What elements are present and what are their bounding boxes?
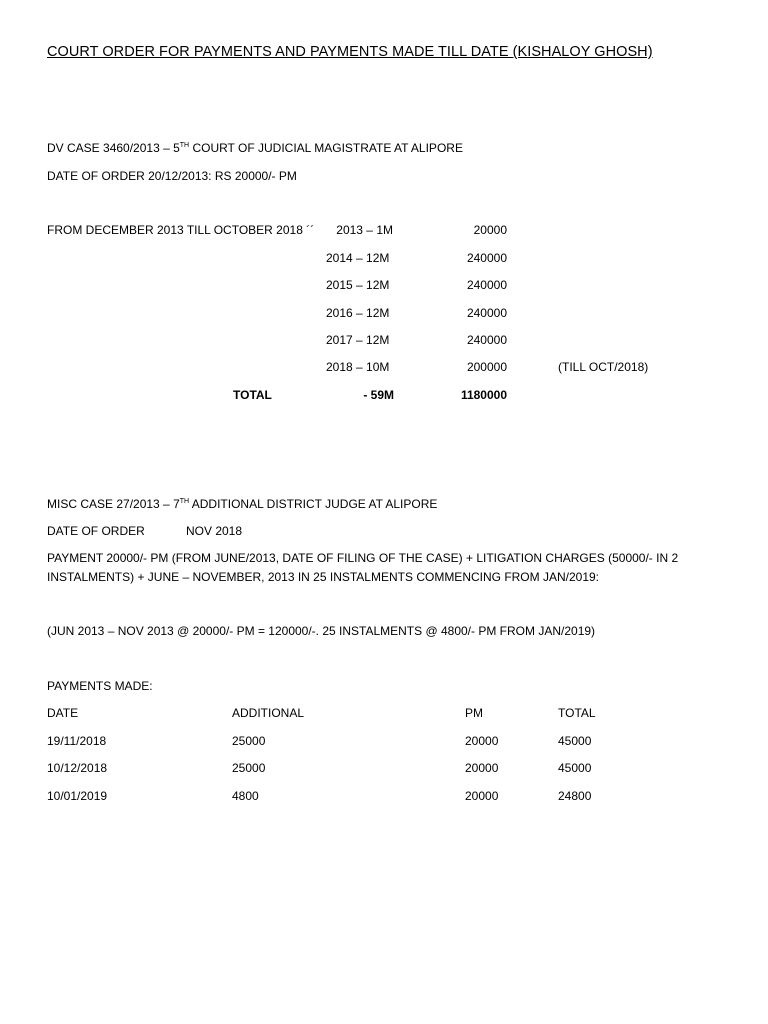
payments-col-additional: ADDITIONAL (232, 706, 305, 720)
payments-heading: PAYMENTS MADE: (47, 679, 153, 693)
misc-calculation: (JUN 2013 – NOV 2013 @ 20000/- PM = 120000/-. 25 INSTALMENTS @ 4800/- PM FROM JAN/2019) (47, 624, 596, 638)
payments-col-date: DATE (47, 706, 79, 720)
dv-row-period: 2016 – 12M (326, 306, 390, 320)
payment-total: 45000 (558, 761, 592, 775)
dv-row-amount: 20000 (473, 223, 507, 237)
dv-row-amount: 240000 (466, 278, 507, 292)
dv-row-period: 2015 – 12M (326, 278, 390, 292)
dv-case-heading: DV CASE 3460/2013 – 5TH COURT OF JUDICIAL MAGISTRATE AT ALIPORE (47, 141, 463, 155)
payment-pm: 20000 (465, 761, 499, 775)
dv-row-note: (TILL OCT/2018) (558, 360, 649, 374)
dv-row-period: 2017 – 12M (326, 333, 390, 347)
payment-additional: 25000 (232, 734, 266, 748)
payment-pm: 20000 (465, 734, 499, 748)
dv-row-period: 2014 – 12M (326, 251, 390, 265)
dv-row-period: 2018 – 10M (326, 360, 390, 374)
payment-additional: 25000 (232, 761, 266, 775)
payment-date: 10/12/2018 (47, 761, 108, 775)
document-title: COURT ORDER FOR PAYMENTS AND PAYMENTS MADE TILL DATE (KISHALOY GHOSH) (47, 44, 653, 60)
payment-total: 24800 (558, 789, 592, 803)
dv-row-amount: 240000 (466, 251, 507, 265)
payment-date: 19/11/2018 (47, 734, 107, 748)
misc-date-of-order-value: NOV 2018 (186, 524, 243, 538)
payments-col-pm: PM (465, 706, 483, 720)
dv-row-amount: 200000 (466, 360, 507, 374)
payment-additional: 4800 (232, 789, 259, 803)
misc-date-of-order-label: DATE OF ORDER (47, 524, 145, 538)
dv-row-amount: 240000 (466, 333, 507, 347)
payment-date: 10/01/2019 (47, 789, 108, 803)
payments-col-total: TOTAL (558, 706, 596, 720)
dv-row-period: 2013 – 1M (336, 223, 393, 237)
dv-date-of-order: DATE OF ORDER 20/12/2013: RS 20000/- PM (47, 169, 297, 183)
dv-period-label: FROM DECEMBER 2013 TILL OCTOBER 2018 ´´ (47, 223, 315, 237)
dv-total-label: TOTAL (233, 388, 272, 402)
misc-payment-terms: PAYMENT 20000/- PM (FROM JUNE/2013, DATE OF FILING OF THE CASE) + LITIGATION CHARGES (50000/- IN 2 INSTALMENTS) + JUNE – NOVEMBER, 2013 IN 25 INSTALMENTS COMMENCING FROM JAN/2019: (47, 551, 679, 584)
dv-total-amount: 1180000 (460, 388, 507, 402)
payment-total: 45000 (558, 734, 592, 748)
dv-row-amount: 240000 (466, 306, 507, 320)
payment-pm: 20000 (465, 789, 499, 803)
misc-case-heading: MISC CASE 27/2013 – 7TH ADDITIONAL DISTRICT JUDGE AT ALIPORE (47, 497, 438, 511)
dv-total-period: - 59M (363, 388, 394, 402)
